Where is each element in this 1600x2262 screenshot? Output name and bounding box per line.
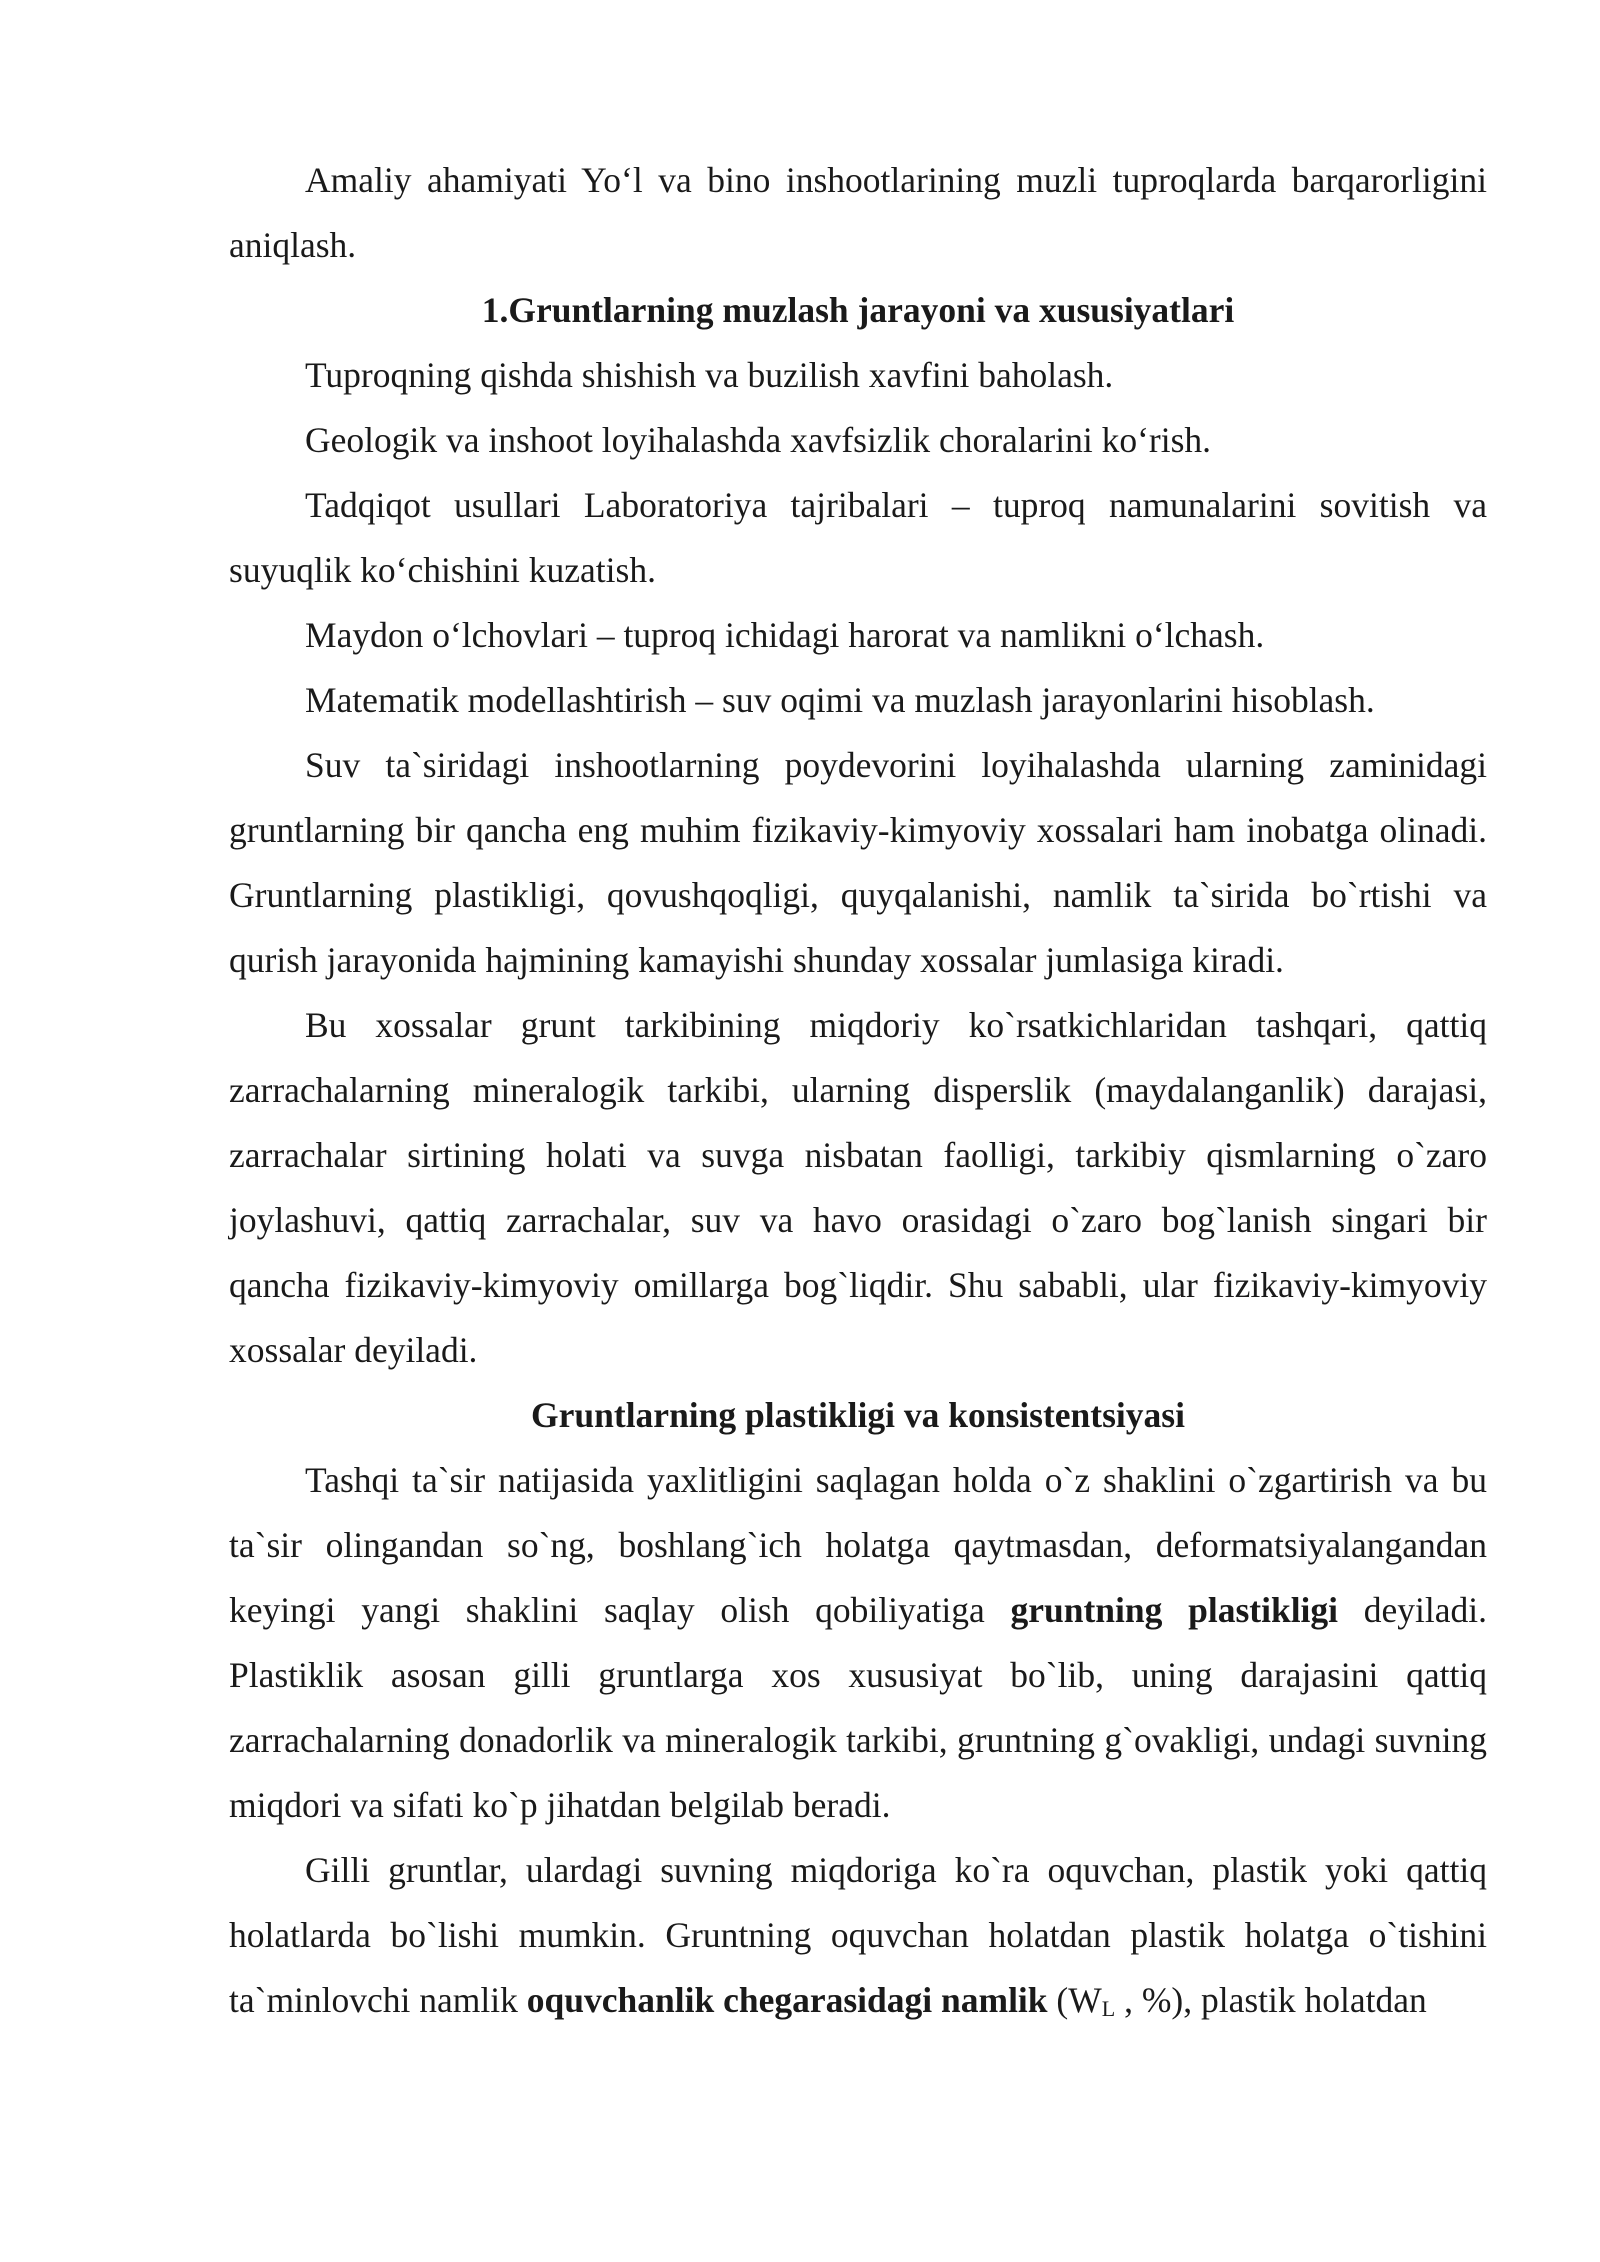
- paragraph-intro: Amaliy ahamiyati Yo‘l va bino inshootlarining muzli tuproqlarda barqarorligini aniqlash.: [229, 160, 1487, 265]
- paragraph-safety-measures: Geologik va inshoot loyihalashda xavfsizlik choralarini ko‘rish.: [305, 420, 1212, 460]
- paragraph-foundation-design: Suv ta`siridagi inshootlarning poydevorini loyihalashda ularning zaminidagi gruntlarning bir qancha eng muhim fizikaviy-kimyoviy xossalari ham inobatga olinadi. Gruntlarning plastikligi, qovushqoqligi, quyqalanishi, namlik ta`sirida bo`rtishi va qurish jarayonida hajmining kamayishi shunday xossalar jumlasiga kiradi.: [229, 745, 1487, 980]
- paragraph-plasticity-definition: [229, 1448, 1487, 1838]
- paragraph-physico-chemical: Bu xossalar grunt tarkibining miqdoriy ko`rsatkichlaridan tashqari, qattiq zarrachalarning mineralogik tarkibi, ularning disperslik (maydalanganlik) darajasi, zarrachalar sirtining holati va suvga nisbatan faolligi, tarkibiy qismlarning o`zaro joylashuvi, qattiq zarrachalar, suv va havo orasidagi o`zaro bog`lanish singari bir qancha fizikaviy-kimyoviy omillarga bog`liqdir. Shu sababli, ular fizikaviy-kimyoviy xossalar deyiladi.: [229, 1005, 1487, 1370]
- text-segment: deyiladi. Plastiklik asosan gilli gruntlarga xos xususiyat bo`lib, uning darajasini qattiq zarrachalarning donadorlik va mineralogik tarkibi, gruntning g`ovakligi, undagi suvning miqdori va sifati ko`p jihatdan belgilab beradi.: [229, 1590, 1488, 1825]
- section-heading-freezing: 1.Gruntlarning muzlash jarayoni va xususiyatlari: [481, 290, 1235, 330]
- text-segment: Tashqi ta`sir natijasida yaxlitligini saqlagan holda o`z shaklini o`zgartirish va bu ta`sir olingandan so`ng, boshlang`ich holatga qaytmasdan, deformatsiyalangandan keyingi yangi shaklini saqlay olish qobiliyatiga: [229, 1460, 1487, 1630]
- page-content: [229, 148, 1487, 2033]
- subscript-l: L: [1101, 1996, 1116, 2021]
- paragraph-field-measurements: Maydon o‘lchovlari – tuproq ichidagi harorat va namlikni o‘lchash.: [305, 615, 1265, 655]
- paragraph-frost-heave: Tuproqning qishda shishish va buzilish xavfini baholash.: [305, 355, 1114, 395]
- term-liquid-limit: oquvchanlik chegarasidagi namlik: [526, 1980, 1048, 2020]
- paragraph-math-modeling: Matematik modellashtirish – suv oqimi va muzlash jarayonlarini hisoblash.: [305, 680, 1375, 720]
- paragraph-clay-states: [229, 1838, 1487, 2033]
- term-plasticity: gruntning plastikligi: [1010, 1590, 1339, 1630]
- paragraph-research-methods: Tadqiqot usullari Laboratoriya tajribalari – tuproq namunalarini sovitish va suyuqlik ko‘chishini kuzatish.: [229, 485, 1487, 590]
- section-heading-plasticity: Gruntlarning plastikligi va konsistentsiyasi: [531, 1395, 1185, 1435]
- text-segment: (W: [1047, 1980, 1102, 2020]
- text-segment: , %), plastik holatdan: [1115, 1980, 1427, 2020]
- text-segment: Gilli gruntlar, ulardagi suvning miqdoriga ko`ra oquvchan, plastik yoki qattiq holatlarda bo`lishi mumkin. Gruntning oquvchan holatdan plastik holatga o`tishini ta`minlovchi namlik: [229, 1850, 1487, 2020]
